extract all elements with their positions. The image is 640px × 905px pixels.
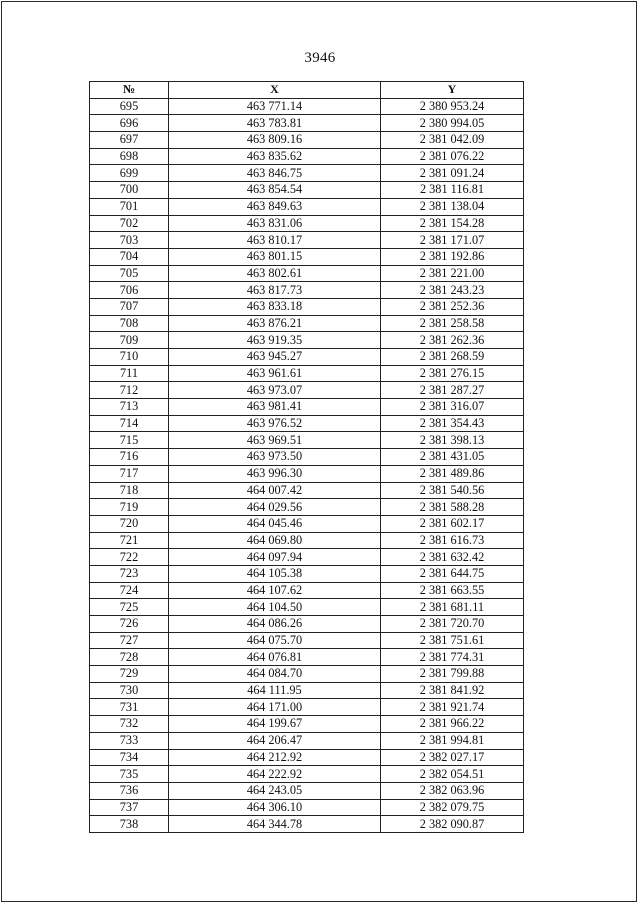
y-coordinate-cell: 2 381 154.28 [381, 215, 524, 232]
x-coordinate-cell: 464 171.00 [169, 699, 381, 716]
table-row [90, 582, 524, 599]
y-coordinate-cell: 2 380 994.05 [381, 115, 524, 132]
point-number-cell: 702 [90, 215, 169, 232]
column-header-y: Y [381, 82, 524, 99]
x-coordinate-cell: 464 199.67 [169, 716, 381, 733]
point-number-cell: 708 [90, 315, 169, 332]
y-coordinate-cell: 2 381 262.36 [381, 332, 524, 349]
table-row [90, 699, 524, 716]
point-number-cell: 723 [90, 565, 169, 582]
y-coordinate-cell: 2 382 063.96 [381, 782, 524, 799]
x-coordinate-cell: 463 801.15 [169, 248, 381, 265]
x-coordinate-cell: 463 849.63 [169, 198, 381, 215]
table-row [90, 315, 524, 332]
x-coordinate-cell: 464 007.42 [169, 482, 381, 499]
y-coordinate-cell: 2 381 489.86 [381, 465, 524, 482]
y-coordinate-cell: 2 381 431.05 [381, 449, 524, 466]
point-number-cell: 728 [90, 649, 169, 666]
x-coordinate-cell: 463 817.73 [169, 282, 381, 299]
y-coordinate-cell: 2 381 276.15 [381, 365, 524, 382]
table-row [90, 816, 524, 833]
y-coordinate-cell: 2 381 243.23 [381, 282, 524, 299]
y-coordinate-cell: 2 381 221.00 [381, 265, 524, 282]
x-coordinate-cell: 464 104.50 [169, 599, 381, 616]
table-row [90, 449, 524, 466]
point-number-cell: 717 [90, 465, 169, 482]
x-coordinate-cell: 464 344.78 [169, 816, 381, 833]
x-coordinate-cell: 464 206.47 [169, 732, 381, 749]
table-row [90, 666, 524, 683]
y-coordinate-cell: 2 381 588.28 [381, 499, 524, 516]
x-coordinate-cell: 463 802.61 [169, 265, 381, 282]
x-coordinate-cell: 463 969.51 [169, 432, 381, 449]
y-coordinate-cell: 2 381 268.59 [381, 349, 524, 366]
table-row [90, 182, 524, 199]
table-row [90, 165, 524, 182]
point-number-cell: 701 [90, 198, 169, 215]
y-coordinate-cell: 2 382 054.51 [381, 766, 524, 783]
table-row [90, 349, 524, 366]
y-coordinate-cell: 2 381 799.88 [381, 666, 524, 683]
x-coordinate-cell: 463 835.62 [169, 148, 381, 165]
point-number-cell: 707 [90, 298, 169, 315]
point-number-cell: 696 [90, 115, 169, 132]
x-coordinate-cell: 463 973.07 [169, 382, 381, 399]
x-coordinate-cell: 463 810.17 [169, 232, 381, 249]
y-coordinate-cell: 2 381 644.75 [381, 565, 524, 582]
y-coordinate-cell: 2 381 616.73 [381, 532, 524, 549]
x-coordinate-cell: 463 831.06 [169, 215, 381, 232]
x-coordinate-cell: 464 086.26 [169, 616, 381, 633]
column-header-number: № [90, 82, 169, 99]
x-coordinate-cell: 463 783.81 [169, 115, 381, 132]
point-number-cell: 718 [90, 482, 169, 499]
point-number-cell: 705 [90, 265, 169, 282]
point-number-cell: 733 [90, 732, 169, 749]
table-row [90, 432, 524, 449]
y-coordinate-cell: 2 382 027.17 [381, 749, 524, 766]
point-number-cell: 697 [90, 132, 169, 149]
y-coordinate-cell: 2 381 171.07 [381, 232, 524, 249]
x-coordinate-cell: 463 976.52 [169, 415, 381, 432]
y-coordinate-cell: 2 381 921.74 [381, 699, 524, 716]
x-coordinate-cell: 464 045.46 [169, 515, 381, 532]
y-coordinate-cell: 2 381 192.86 [381, 248, 524, 265]
y-coordinate-cell: 2 381 316.07 [381, 399, 524, 416]
table-row [90, 482, 524, 499]
point-number-cell: 726 [90, 616, 169, 633]
table-row [90, 215, 524, 232]
table-row [90, 632, 524, 649]
point-number-cell: 712 [90, 382, 169, 399]
table-row [90, 399, 524, 416]
table-row [90, 616, 524, 633]
table-row [90, 532, 524, 549]
x-coordinate-cell: 463 981.41 [169, 399, 381, 416]
point-number-cell: 711 [90, 365, 169, 382]
y-coordinate-cell: 2 381 398.13 [381, 432, 524, 449]
x-coordinate-cell: 463 833.18 [169, 298, 381, 315]
point-number-cell: 720 [90, 515, 169, 532]
y-coordinate-cell: 2 381 602.17 [381, 515, 524, 532]
y-coordinate-cell: 2 381 841.92 [381, 682, 524, 699]
table-row [90, 515, 524, 532]
table-row [90, 198, 524, 215]
x-coordinate-cell: 463 961.61 [169, 365, 381, 382]
point-number-cell: 727 [90, 632, 169, 649]
x-coordinate-cell: 464 076.81 [169, 649, 381, 666]
x-coordinate-cell: 463 854.54 [169, 182, 381, 199]
point-number-cell: 714 [90, 415, 169, 432]
point-number-cell: 732 [90, 716, 169, 733]
table-row [90, 132, 524, 149]
point-number-cell: 710 [90, 349, 169, 366]
y-coordinate-cell: 2 380 953.24 [381, 98, 524, 115]
y-coordinate-cell: 2 381 774.31 [381, 649, 524, 666]
x-coordinate-cell: 464 097.94 [169, 549, 381, 566]
point-number-cell: 724 [90, 582, 169, 599]
y-coordinate-cell: 2 381 751.61 [381, 632, 524, 649]
x-coordinate-cell: 463 846.75 [169, 165, 381, 182]
x-coordinate-cell: 464 069.80 [169, 532, 381, 549]
point-number-cell: 737 [90, 799, 169, 816]
table-row [90, 282, 524, 299]
x-coordinate-cell: 463 996.30 [169, 465, 381, 482]
table-row [90, 499, 524, 516]
table-row [90, 749, 524, 766]
x-coordinate-cell: 464 222.92 [169, 766, 381, 783]
point-number-cell: 736 [90, 782, 169, 799]
table-row [90, 766, 524, 783]
point-number-cell: 721 [90, 532, 169, 549]
point-number-cell: 709 [90, 332, 169, 349]
x-coordinate-cell: 463 771.14 [169, 98, 381, 115]
x-coordinate-cell: 464 029.56 [169, 499, 381, 516]
page-number: 3946 [304, 50, 336, 66]
point-number-cell: 700 [90, 182, 169, 199]
table-row [90, 732, 524, 749]
y-coordinate-cell: 2 381 966.22 [381, 716, 524, 733]
y-coordinate-cell: 2 381 287.27 [381, 382, 524, 399]
point-number-cell: 722 [90, 549, 169, 566]
x-coordinate-cell: 464 075.70 [169, 632, 381, 649]
x-coordinate-cell: 463 919.35 [169, 332, 381, 349]
x-coordinate-cell: 464 212.92 [169, 749, 381, 766]
table-row [90, 98, 524, 115]
point-number-cell: 730 [90, 682, 169, 699]
table-row [90, 332, 524, 349]
x-coordinate-cell: 464 105.38 [169, 565, 381, 582]
y-coordinate-cell: 2 382 079.75 [381, 799, 524, 816]
table-row [90, 248, 524, 265]
y-coordinate-cell: 2 381 138.04 [381, 198, 524, 215]
table-row [90, 298, 524, 315]
table-row [90, 115, 524, 132]
x-coordinate-cell: 463 973.50 [169, 449, 381, 466]
point-number-cell: 703 [90, 232, 169, 249]
table-row [90, 716, 524, 733]
coordinates-table [89, 81, 524, 833]
y-coordinate-cell: 2 381 116.81 [381, 182, 524, 199]
point-number-cell: 704 [90, 248, 169, 265]
point-number-cell: 731 [90, 699, 169, 716]
table-row [90, 382, 524, 399]
table-row [90, 365, 524, 382]
table-row [90, 465, 524, 482]
point-number-cell: 735 [90, 766, 169, 783]
x-coordinate-cell: 464 111.95 [169, 682, 381, 699]
x-coordinate-cell: 464 243.05 [169, 782, 381, 799]
y-coordinate-cell: 2 381 720.70 [381, 616, 524, 633]
table-row [90, 649, 524, 666]
point-number-cell: 734 [90, 749, 169, 766]
y-coordinate-cell: 2 381 076.22 [381, 148, 524, 165]
table-row [90, 782, 524, 799]
point-number-cell: 738 [90, 816, 169, 833]
y-coordinate-cell: 2 381 258.58 [381, 315, 524, 332]
table-row [90, 549, 524, 566]
y-coordinate-cell: 2 381 091.24 [381, 165, 524, 182]
point-number-cell: 716 [90, 449, 169, 466]
x-coordinate-cell: 463 809.16 [169, 132, 381, 149]
column-header-x: X [169, 82, 381, 99]
x-coordinate-cell: 463 945.27 [169, 349, 381, 366]
table-row [90, 565, 524, 582]
y-coordinate-cell: 2 382 090.87 [381, 816, 524, 833]
point-number-cell: 695 [90, 98, 169, 115]
x-coordinate-cell: 464 107.62 [169, 582, 381, 599]
y-coordinate-cell: 2 381 042.09 [381, 132, 524, 149]
point-number-cell: 713 [90, 399, 169, 416]
table-body [90, 98, 524, 832]
table-row [90, 682, 524, 699]
point-number-cell: 698 [90, 148, 169, 165]
x-coordinate-cell: 464 084.70 [169, 666, 381, 683]
point-number-cell: 729 [90, 666, 169, 683]
y-coordinate-cell: 2 381 354.43 [381, 415, 524, 432]
table-row [90, 599, 524, 616]
point-number-cell: 725 [90, 599, 169, 616]
y-coordinate-cell: 2 381 632.42 [381, 549, 524, 566]
y-coordinate-cell: 2 381 994.81 [381, 732, 524, 749]
table-row [90, 799, 524, 816]
y-coordinate-cell: 2 381 540.56 [381, 482, 524, 499]
y-coordinate-cell: 2 381 681.11 [381, 599, 524, 616]
point-number-cell: 706 [90, 282, 169, 299]
y-coordinate-cell: 2 381 252.36 [381, 298, 524, 315]
table-row [90, 265, 524, 282]
table-row [90, 232, 524, 249]
point-number-cell: 715 [90, 432, 169, 449]
table-header-row [90, 82, 524, 99]
x-coordinate-cell: 464 306.10 [169, 799, 381, 816]
x-coordinate-cell: 463 876.21 [169, 315, 381, 332]
point-number-cell: 719 [90, 499, 169, 516]
table-row [90, 415, 524, 432]
table-row [90, 148, 524, 165]
point-number-cell: 699 [90, 165, 169, 182]
y-coordinate-cell: 2 381 663.55 [381, 582, 524, 599]
